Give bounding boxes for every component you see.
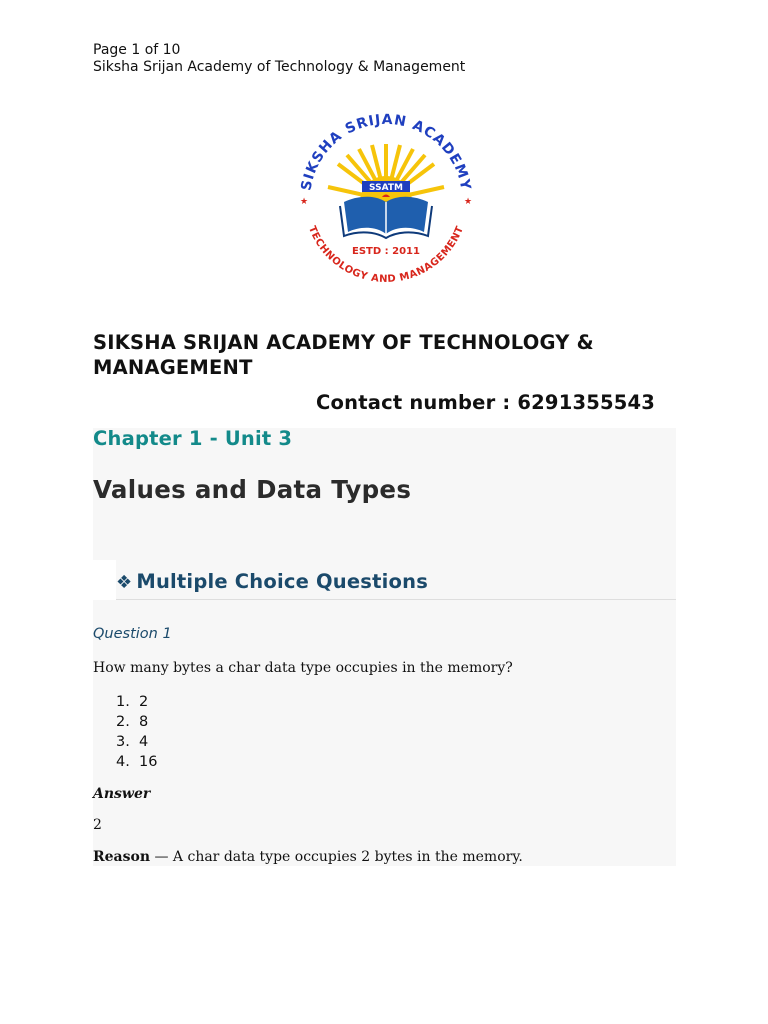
contact-number: Contact number : 6291355543 (316, 391, 656, 414)
option-text: 8 (139, 714, 149, 730)
unit-title: Values and Data Types (93, 475, 412, 504)
page-header (93, 42, 465, 76)
section-heading (116, 570, 428, 593)
answer-label: Answer (93, 786, 151, 802)
logo-arc-bottom-text: TECHNOLOGY AND MANAGEMENT (305, 224, 467, 286)
option-number: 3. (116, 734, 130, 750)
svg-text:★: ★ (464, 197, 473, 207)
header-institution-name: Siksha Srijan Academy of Technology & Management (93, 59, 466, 75)
institution-logo (288, 102, 484, 292)
page-indicator: Page 1 of 10 (93, 42, 181, 58)
option-number: 1. (116, 694, 130, 710)
reason-label: Reason (93, 849, 151, 865)
logo-arc-top-text: SIKSHA SRIJAN ACADEMY (298, 111, 474, 192)
option-text: 2 (139, 694, 149, 710)
list-item (116, 713, 157, 733)
option-number: 2. (116, 714, 130, 730)
section-title: Multiple Choice Questions (136, 570, 429, 593)
list-item (116, 753, 157, 773)
answer-value: 2 (93, 817, 102, 833)
logo-established: ESTD : 2011 (352, 246, 420, 257)
option-text: 4 (139, 734, 149, 750)
chapter-heading: Chapter 1 - Unit 3 (93, 427, 293, 450)
reason-body: — A char data type occupies 2 bytes in the memory. (150, 849, 523, 865)
list-item (116, 733, 157, 753)
answer-options (116, 693, 157, 773)
section-divider (116, 599, 676, 600)
option-number: 4. (116, 754, 130, 770)
list-item (116, 693, 157, 713)
question-text: How many bytes a char data type occupies in the memory? (93, 660, 513, 676)
svg-text:★: ★ (300, 197, 309, 207)
diamond-bullet-icon: ❖ (116, 572, 133, 593)
question-label: Question 1 (93, 626, 172, 642)
option-text: 16 (139, 754, 158, 770)
logo-abbreviation: SSATM (369, 183, 403, 193)
reason-text (93, 849, 523, 865)
institution-title: SIKSHA SRIJAN ACADEMY OF TECHNOLOGY & MANAGEMENT (93, 331, 594, 379)
